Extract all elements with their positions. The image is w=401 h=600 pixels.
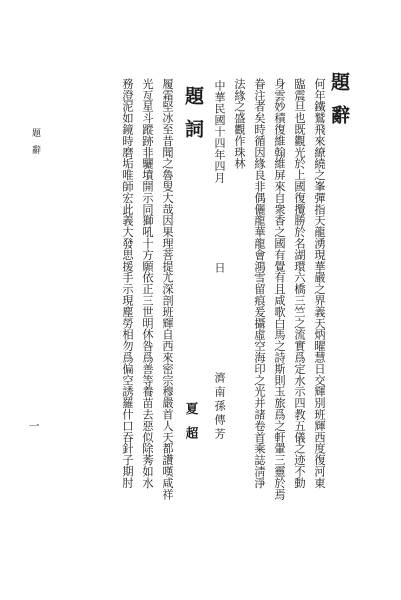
page-number: 一 — [27, 420, 40, 439]
section2-line-3: 務澄泥如鏡時磨垢唯師宏此義大發思援手示現塵勞相勿爲偏空誘羅什口吞針子期肘 — [121, 78, 134, 489]
section1-day: 日 — [213, 262, 226, 274]
section1-line-4: 眷注者矣時循因緣良非偶儷龍華龍會鴻雪留痕爰攝虛空海印之光并諸卷首乘誌淸淨 — [253, 78, 266, 489]
section1-line-1: 何年鐵鷲飛來繚繞之峯彈指天龍湧現華嚴之界義天炳曜慧日交輝別班輝西度復河東 — [313, 78, 326, 489]
section2-title: 題詞 — [182, 86, 204, 152]
section1-line-5: 法緣之盛觀作珠林 — [233, 78, 246, 170]
section2-line-1: 履霜堅冰至昔聞之魯叟大哉因果理菩提尤深剖班輝自西來密宗穆嚴首人天都讚嘆咸祥 — [161, 78, 174, 500]
section1-date: 中華民國十四年四月 — [213, 80, 226, 184]
section2-line-2: 光亙星斗蹤跡非驪墳開示同獅吼十方願依正三世明休咎爲善等養苗去惡似除莠如水 — [141, 78, 154, 489]
running-head: 題辭 — [30, 128, 40, 162]
section1-title: 題辭 — [328, 72, 350, 138]
section1-line-2: 臨震旦也既觀光於上國復攬勝於名湖環六橋三竺之流實爲定水示四教五儀之迹不動 — [293, 78, 306, 489]
section1-signature: 濟南孫傳芳 — [213, 372, 226, 442]
section1-line-3: 身雲妙積復維翰維屏來自衆香之國有覺有且咸歌白馬之詩斯則玉旅爲之軒翬三靈於焉 — [273, 78, 286, 500]
section2-author: 夏超 — [184, 402, 199, 451]
